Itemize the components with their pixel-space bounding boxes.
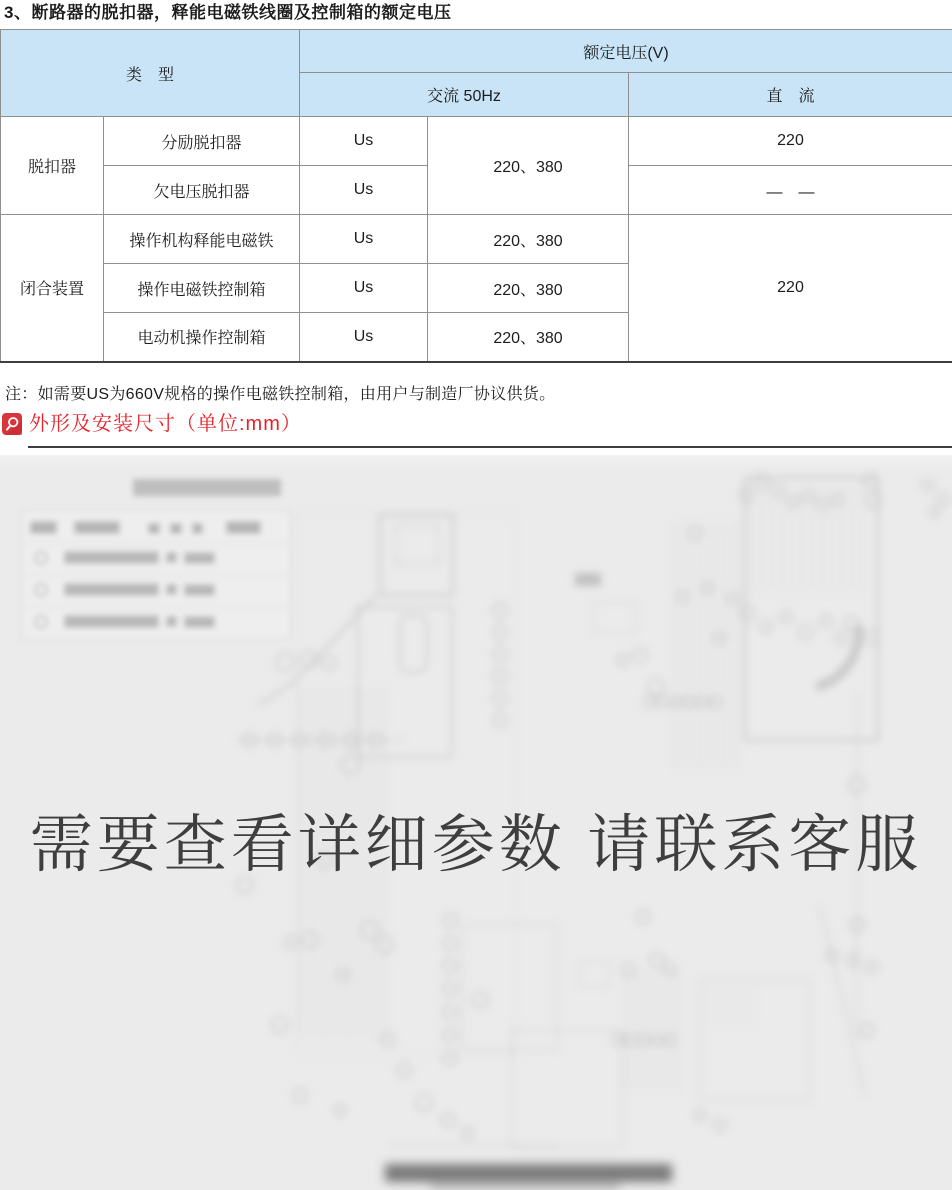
table-header-row: [1, 30, 952, 73]
col-header-ac: 交流 50Hz: [300, 73, 629, 117]
watermark-text: 需要查看详细参数 请联系客服: [29, 810, 923, 880]
section-heading: [2, 411, 302, 437]
cell-dc-value: 220: [629, 117, 952, 166]
cell-device-label: 操作机构释能电磁铁: [104, 215, 300, 264]
cell-ac-value: 220、380: [428, 313, 629, 362]
cell-ac-value: 220、380: [428, 264, 629, 313]
table-row: [1, 215, 952, 264]
cell-voltage-symbol: Us: [300, 313, 428, 362]
cell-ac-value: 220、380: [428, 117, 629, 215]
rated-voltage-table: [0, 29, 952, 363]
cell-device-label: 操作电磁铁控制箱: [104, 264, 300, 313]
cell-group-name: 闭合装置: [1, 215, 104, 362]
cell-device-label: 电动机操作控制箱: [104, 313, 300, 362]
cell-voltage-symbol: Us: [300, 215, 428, 264]
cell-ac-value: 220、380: [428, 215, 629, 264]
col-header-type: 类 型: [1, 30, 300, 117]
cell-voltage-symbol: Us: [300, 117, 428, 166]
cell-device-label: 欠电压脱扣器: [104, 166, 300, 215]
section-divider: [28, 446, 952, 448]
cell-group-name: 脱扣器: [1, 117, 104, 215]
cell-dc-value: — —: [629, 166, 952, 215]
col-header-rated-voltage: 额定电压(V): [300, 30, 952, 73]
table-note: 注：如需要US为660V规格的操作电磁铁控制箱，由用户与制造厂协议供货。: [5, 386, 556, 403]
col-header-dc: 直 流: [629, 73, 952, 117]
cell-device-label: 分励脱扣器: [104, 117, 300, 166]
table-row: [1, 117, 952, 166]
cell-voltage-symbol: Us: [300, 166, 428, 215]
section-heading-text: 外形及安装尺寸（单位:mm）: [29, 413, 302, 435]
cell-dc-value: 220: [629, 215, 952, 362]
magnifier-icon: [2, 413, 22, 435]
page-title: 3、断路器的脱扣器，释能电磁铁线圈及控制箱的额定电压: [4, 3, 452, 22]
blurred-dimensions-image: [0, 455, 952, 1190]
cell-voltage-symbol: Us: [300, 264, 428, 313]
